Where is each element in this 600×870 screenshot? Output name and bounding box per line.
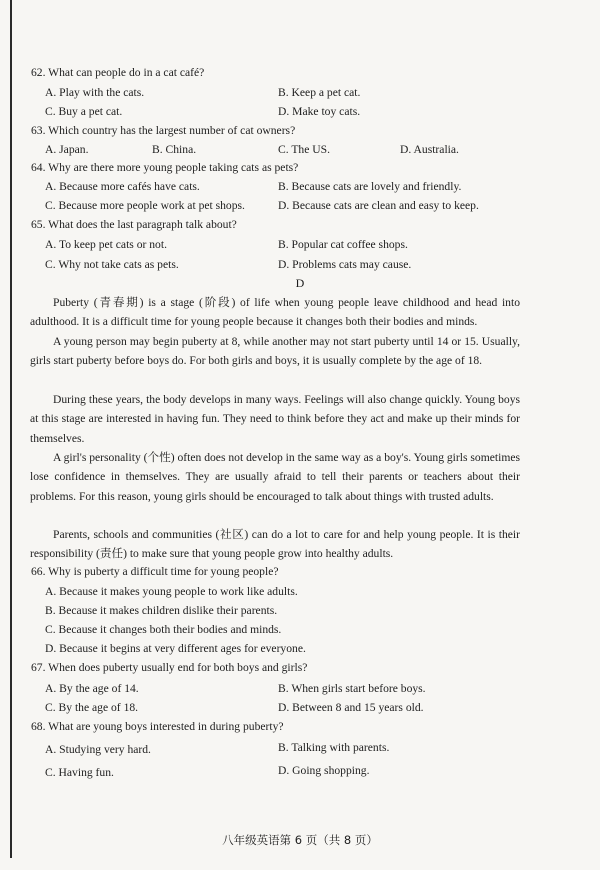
question-66-option-a: A. Because it makes young people to work like adults. <box>45 585 298 598</box>
question-64-stem: 64. Why are there more young people taking cats as pets? <box>31 161 299 174</box>
question-62-option-b: B. Keep a pet cat. <box>278 86 361 99</box>
question-64-option-a: A. Because more cafés have cats. <box>45 180 200 193</box>
question-62-stem: 62. What can people do in a cat café? <box>31 66 205 79</box>
question-65-option-a: A. To keep pet cats or not. <box>45 238 167 251</box>
passage-paragraph-4: A girl's personality (个性) often does not develop in the same way as a boy's. Young girls sometimes lose confidence in themselves. They are usually afraid to tell their parents or teachers about their problems. For this reason, young girls should be encouraged to talk about things with trusted adults. <box>30 451 520 503</box>
question-66-option-c: C. Because it changes both their bodies and minds. <box>45 623 282 636</box>
passage-paragraph-1: Puberty (青春期) is a stage (阶段) of life when young people leave childhood and head into adulthood. It is a difficult time for young people because it changes both their bodies and minds. <box>30 296 520 329</box>
question-64-option-b: B. Because cats are lovely and friendly. <box>278 180 462 193</box>
question-63-option-b: B. China. <box>152 143 197 156</box>
question-65-stem: 65. What does the last paragraph talk about? <box>31 218 237 231</box>
question-68-option-a: A. Studying very hard. <box>45 743 151 756</box>
question-68-option-d: D. Going shopping. <box>278 764 370 777</box>
question-62-option-d: D. Make toy cats. <box>278 105 361 118</box>
question-68-option-b: B. Talking with parents. <box>278 741 390 754</box>
question-67-option-c: C. By the age of 18. <box>45 701 139 714</box>
question-63-stem: 63. Which country has the largest number of cat owners? <box>31 124 296 137</box>
page-footer: 八年级英语第 6 页（共 8 页） <box>222 833 378 847</box>
question-68-stem: 68. What are young boys interested in during puberty? <box>31 720 284 733</box>
question-67-stem: 67. When does puberty usually end for both boys and girls? <box>31 661 308 674</box>
question-66-option-d: D. Because it begins at very different ages for everyone. <box>45 642 306 655</box>
question-65-option-b: B. Popular cat coffee shops. <box>278 238 408 251</box>
section-d-heading: D <box>295 276 305 290</box>
passage-paragraph-2: A young person may begin puberty at 8, while another may not start puberty until 14 or 15. Usually, girls start puberty before boys do. For both girls and boys, it is usually complete by the age of 18. <box>30 335 520 368</box>
question-66-stem: 66. Why is puberty a difficult time for young people? <box>31 565 279 578</box>
passage-paragraph-3: During these years, the body develops in many ways. Feelings will also change quickly. Young boys at this stage are interested in having fun. They need to think before they act and make up their minds for themselves. <box>30 393 520 445</box>
question-62-option-c: C. Buy a pet cat. <box>45 105 123 118</box>
question-64-option-d: D. Because cats are clean and easy to keep. <box>278 199 479 212</box>
question-65-option-c: C. Why not take cats as pets. <box>45 258 179 271</box>
question-64-option-c: C. Because more people work at pet shops. <box>45 199 245 212</box>
question-63-option-d: D. Australia. <box>400 143 459 156</box>
passage-paragraph-5: Parents, schools and communities (社区) can do a lot to care for and help young people. It is their responsibility (责任) to make sure that young people grow into healthy adults. <box>30 528 520 561</box>
question-67-option-a: A. By the age of 14. <box>45 682 139 695</box>
question-65-option-d: D. Problems cats may cause. <box>278 258 412 271</box>
question-62-option-a: A. Play with the cats. <box>45 86 145 99</box>
question-63-option-a: A. Japan. <box>45 143 89 156</box>
question-66-option-b: B. Because it makes children dislike their parents. <box>45 604 278 617</box>
question-68-option-c: C. Having fun. <box>45 766 114 779</box>
question-67-option-b: B. When girls start before boys. <box>278 682 426 695</box>
question-63-option-c: C. The US. <box>278 143 330 156</box>
question-67-option-d: D. Between 8 and 15 years old. <box>278 701 424 714</box>
